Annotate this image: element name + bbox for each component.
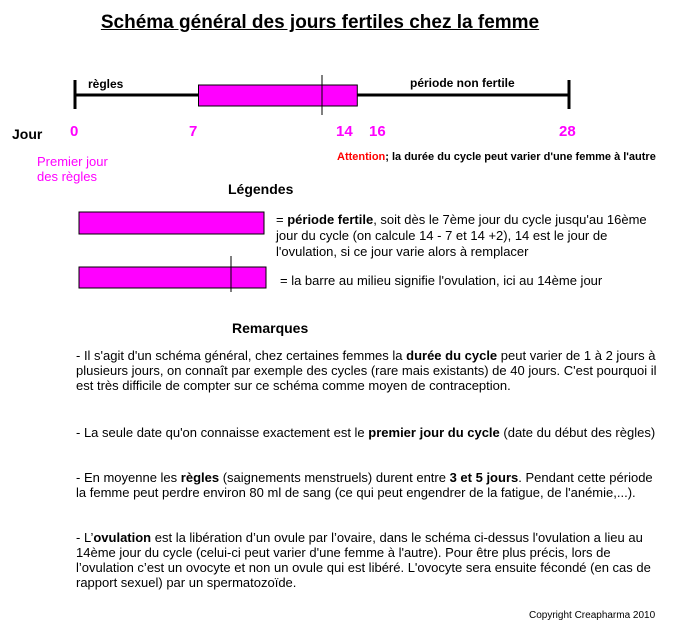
- remark-3-e: . Pendant cette période la femme peut perdre environ 80 ml de sang (ce qui peut engendrer de la fatigue, de l'anémie,...).: [76, 470, 653, 500]
- legend-ovulation-swatch: [79, 267, 266, 288]
- copyright-text: Copyright Creapharma 2010: [529, 610, 656, 621]
- attention-note: [337, 151, 657, 164]
- remark-1-c: peut varier de 1 à 2 jours à plusieurs jours, on connaît par exemple des cycles (rare mais existants) de 40 jours. C'est pourquoi il est très difficile de compter sur ce schéma comme moyen de contraception.: [76, 348, 657, 393]
- remark-4-a: - L’: [76, 530, 94, 545]
- remark-2: [76, 425, 661, 440]
- remark-1: [76, 348, 661, 393]
- label-regles: règles: [88, 77, 124, 91]
- legend-item1-bold: période fertile: [287, 212, 374, 227]
- remark-3-c: (saignements menstruels) durent entre: [219, 470, 450, 485]
- legend-heading: Légendes: [228, 181, 294, 197]
- attention-text: ; la durée du cycle peut varier d'une femme à l'autre: [385, 151, 656, 163]
- axis-label-jour: Jour: [12, 126, 43, 142]
- day-label-7: 7: [189, 123, 198, 140]
- remark-3-b: règles: [180, 470, 220, 485]
- legend-item-fertile: [276, 212, 668, 260]
- attention-word: Attention: [337, 151, 386, 163]
- remark-1-a: - Il s'agit d'un schéma général, chez certaines femmes la: [76, 348, 407, 363]
- label-periode-non-fertile: période non fertile: [410, 76, 515, 90]
- day-label-14: 14: [336, 123, 353, 140]
- remark-1-b: durée du cycle: [406, 348, 498, 363]
- fertile-period-bar: [199, 85, 358, 106]
- remark-4-b: ovulation: [93, 530, 152, 545]
- remark-4: [76, 530, 661, 590]
- day-label-0: 0: [70, 123, 79, 140]
- first-day-note: Premier jour des règles: [37, 154, 108, 184]
- day-label-16: 16: [369, 123, 386, 140]
- diagram-title: Schéma général des jours fertiles chez la femme: [100, 12, 540, 33]
- day-label-28: 28: [559, 123, 576, 140]
- remark-3-a: - En moyenne les: [76, 470, 181, 485]
- remark-2-c: (date du début des règles): [499, 425, 656, 440]
- legend-item1-prefix: =: [276, 212, 288, 227]
- legend-item-ovulation: = la barre au milieu signifie l'ovulation, ici au 14ème jour: [280, 273, 603, 288]
- remark-3-d: 3 et 5 jours: [449, 470, 519, 485]
- remark-4-c: est la libération d’un ovule par l’ovaire, dans le schéma ci-dessus l'ovulation a lieu au 14ème jour du cycle (celui-ci peut varier d'une femme à l'autre). Pour être plus précis, lors de l’ovulation c’est un ovocyte et non un ovule qui est libéré. L'ovocyte sera ensuite fécondé (en cas de rapport sexuel) par un spermatozoïde.: [76, 530, 651, 590]
- remark-3: [76, 470, 661, 500]
- remark-2-b: premier jour du cycle: [368, 425, 500, 440]
- legend-swatches: [76, 210, 270, 292]
- remark-2-a: - La seule date qu'on connaisse exactement est le: [76, 425, 369, 440]
- remarks-heading: Remarques: [232, 320, 309, 336]
- legend-fertile-swatch: [79, 212, 264, 234]
- legend-item1-rest: , soit dès le 7ème jour du cycle jusqu'au 16ème jour du cycle (on calcule 14 - 7 et 14 +2), 14 est le jour de l'ovulation, si ce jour varie alors à remplacer: [276, 212, 647, 259]
